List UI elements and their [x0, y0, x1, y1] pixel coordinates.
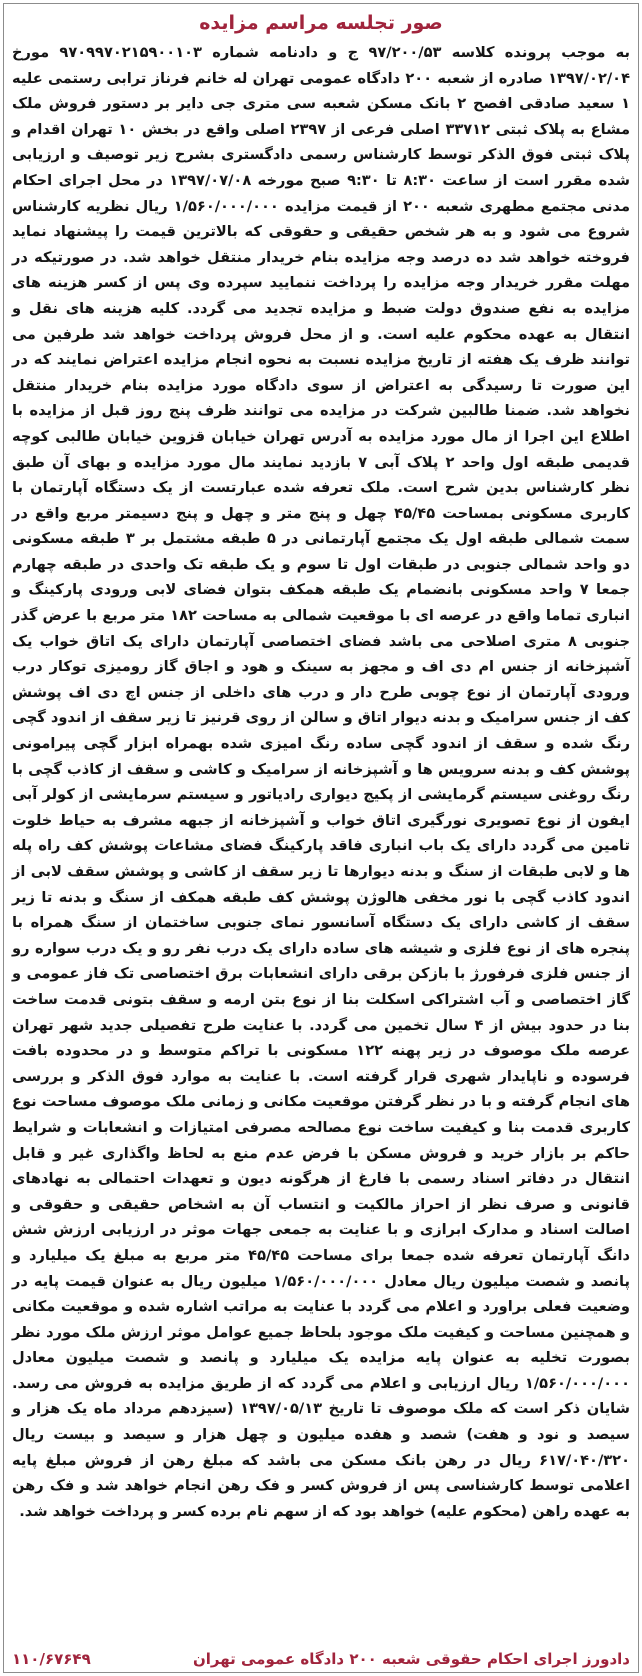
notice-body: به موجب پرونده کلاسه ۹۷/۲۰۰/۵۳ ج و دادنامه شماره ۹۷۰۹۹۷۰۲۱۵۹۰۰۱۰۳ مورخ ۱۳۹۷/۰۲/۰۴ صادره از شعبه ۲۰۰ دادگاه عمومی تهران له خانم فرناز ترابی رستمی علیه ۱ سعید صادقی افصح ۲ بانک مسکن شعبه سی متری جی دایر بر دستور فروش ملک مشاع به پلاک ثبتی ۳۳۷۱۲ اصلی فرعی از ۲۳۹۷ اصلی واقع در بخش ۱۰ تهران اقدام و پلاک ثبتی فوق الذکر توسط کارشناس رسمی دادگستری بشرح زیر توصیف و ارزیابی شده مقرر است از ساعت ۸:۳۰ تا ۹:۳۰ صبح مورخه ۱۳۹۷/۰۷/۰۸ در محل اجرای احکام مدنی مجتمع مطهری شعبه ۲۰۰ از قیمت مزایده ۱/۵۶۰/۰۰۰/۰۰۰ ریال نظریه کارشناس شروع می شود و به هر شخص حقیقی و حقوقی که بالاترین قیمت را پیشنهاد نماید فروخته خواهد شد ده درصد وجه مزایده بنام خریدار منتقل خواهد شد. در صورتیکه در مهلت مقرر خریدار وجه مزایده را پرداخت ننمایید سپرده وی پس از کسر هزینه های مزایده به نفع صندوق دولت ضبط و مزایده تجدید می گردد. کلیه هزینه های نقل و انتقال به عهده محکوم علیه است. و از محل فروش پرداخت خواهد شد طرفین می توانند ظرف یک هفته از تاریخ مزایده نسبت به نحوه انجام مزایده اعتراض نمایند که در این صورت تا رسیدگی به اعتراض از سوی دادگاه مورد مزایده بنام خریدار منتقل نخواهد شد. ضمنا طالبین شرکت در مزایده می توانند ظرف پنج روز قبل از مزایده با اطلاع این اجرا از مال مورد مزایده به آدرس تهران خیابان قزوین خیابان طالبی کوچه قدیمی طبقه اول واحد ۲ پلاک آبی ۷ بازدید نمایند مال مورد مزایده و بهای آن طبق نظر کارشناس بدین شرح است. ملک تعرفه شده عبارتست از یک دستگاه آپارتمان با کاربری مسکونی بمساحت ۴۵/۴۵ چهل و پنج متر و چهل و پنج دسیمتر مربع واقع در سمت شمالی طبقه اول یک مجتمع آپارتمانی در ۵ طبقه مشتمل بر ۳ طبقه مسکونی دو واحد شمالی جنوبی در طبقات اول تا سوم و یک طبقه تک واحدی در طبقه چهارم جمعا ۷ واحد مسکونی بانضمام یک طبقه همکف بتوان فضای لابی ورودی پارکینگ و انباری تماما واقع در عرصه ای با موقعیت شمالی به مساحت ۱۸۲ متر مربع با عرض گذر جنوبی ۸ متری اصلاحی می باشد فضای اختصاصی آپارتمان دارای یک اتاق خواب یک آشپزخانه از جنس ام دی اف و مجهز به سینک و هود و اجاق گاز رومیزی توکار درب ورودی آپارتمان از نوع چوبی طرح دار و درب های داخلی از جنس اچ دی اف پوشش کف از جنس سرامیک و بدنه دیوار اتاق و سالن از روی قرنیز تا زیر سقف از اندود گچی رنگ شده و سقف از اندود گچی ساده رنگ امیزی شده بهمراه ابزار گچی پیرامونی پوشش کف و بدنه سرویس ها و آشپزخانه از سرامیک و کاشی و سقف از کاذب گچی با رنگ روغنی سیستم گرمایشی از پکیج دیواری رادیاتور و سیستم سرمایشی از کولر آبی ایفون از نوع تصویری نورگیری اتاق خواب و آشپزخانه از جبهه مشرف به حیاط خلوت تامین می گردد دارای یک باب انباری فاقد پارکینگ فضای مشاعات پوشش کف راه پله ها و لابی طبقات از سنگ و بدنه دیوارها تا زیر سقف از کاشی و پوشش سقف لابی از اندود کاذب گچی با نور مخفی هالوژن پوشش کف طبقه همکف از سنگ و بدنه تا زیر سقف از کاشی دارای یک دستگاه آسانسور نمای جنوبی ساختمان از سنگ همراه با پنجره های از نوع فلزی و شیشه های ساده دارای یک درب نفر رو و یک درب سواره رو از جنس فلزی فرفورژ با بازکن برقی دارای انشعابات برق اختصاصی تک فاز عمومی و گاز اختصاصی و آب اشتراکی اسکلت بنا از نوع بتن ارمه و سقف بتونی قدمت ساخت بنا در حدود بیش از ۴ سال تخمین می گردد. با عنایت طرح تفصیلی جدید شهر تهران عرصه ملک موصوف در زیر پهنه ۱۲۲ مسکونی با تراکم متوسط و در محدوده بافت فرسوده و ناپایدار شهری قرار گرفته است. با عنایت به موارد فوق الذکر و بررسی های انجام گرفته و با در نظر گرفتن موقعیت مکانی و زمانی ملک موصوف مساحت نوع کاربری قدمت بنا و کیفیت ساخت نوع مصالحه مصرفی امتیازات و انشعابات و شرایط حاکم بر بازار خرید و فروش مسکن با فرض عدم منع به لحاظ واگذاری غیر و قابل انتقال در دفاتر اسناد رسمی با فارغ از هرگونه دیون و تعهدات احتمالی به نهادهای قانونی و صرف نظر از احراز مالکیت و انتساب آن به اشخاص حقیقی و حقوقی و اصالت اسناد و مدارک ابرازی و با عنایت به جمعی جهات موثر در ارزیابی ارزش شش دانگ آپارتمان تعرفه شده جمعا برای مساحت ۴۵/۴۵ متر مربع به مبلغ یک میلیارد و پانصد و شصت میلیون ریال معادل ۱/۵۶۰/۰۰۰/۰۰۰ میلیون ریال به عنوان قیمت پایه در وضعیت فعلی براورد و اعلام می گردد با عنایت به مراتب اشاره شده و موقعیت مکانی و همچنین مساحت و کیفیت ملک موجود بلحاظ جمیع عوامل موثر ارزش ملک مورد نظر بصورت تخلیه به عنوان پایه مزایده یک میلیارد و پانصد و شصت میلیون معادل ۱/۵۶۰/۰۰۰/۰۰۰ ریال ارزیابی و اعلام می گردد که از طریق مزایده به فروش می رسد. شایان ذکر است که ملک موصوف تا تاریخ ۱۳۹۷/۰۵/۱۳ (سیزدهم مرداد ماه یک هزار و سیصد و نود و هفت) شصد و هفده میلیون و چهل هزار و سیصد و بیست ریال ۶۱۷/۰۴۰/۳۲۰ ریال در رهن بانک مسکن می باشد که مبلغ رهن از فروش مبلغ پایه اعلامی توسط کارشناسی پس از فروش کسر و فک رهن انجام خواهد شد و فک رهن به عهده راهن (محکوم علیه) خواهد بود که از سهم نام برده کسر و پرداخت خواهد شد. [12, 44, 631, 1520]
notice-footer [12, 1650, 630, 1668]
notice-border [3, 3, 639, 1673]
signature-line: دادورز اجرای احکام حقوقی شعبه ۲۰۰ دادگاه عمومی تهران [192, 1650, 630, 1668]
ad-code: ۱۱۰/۶۷۶۴۹ [12, 1650, 91, 1668]
notice-title: صور تجلسه مراسم مزایده [199, 12, 443, 34]
